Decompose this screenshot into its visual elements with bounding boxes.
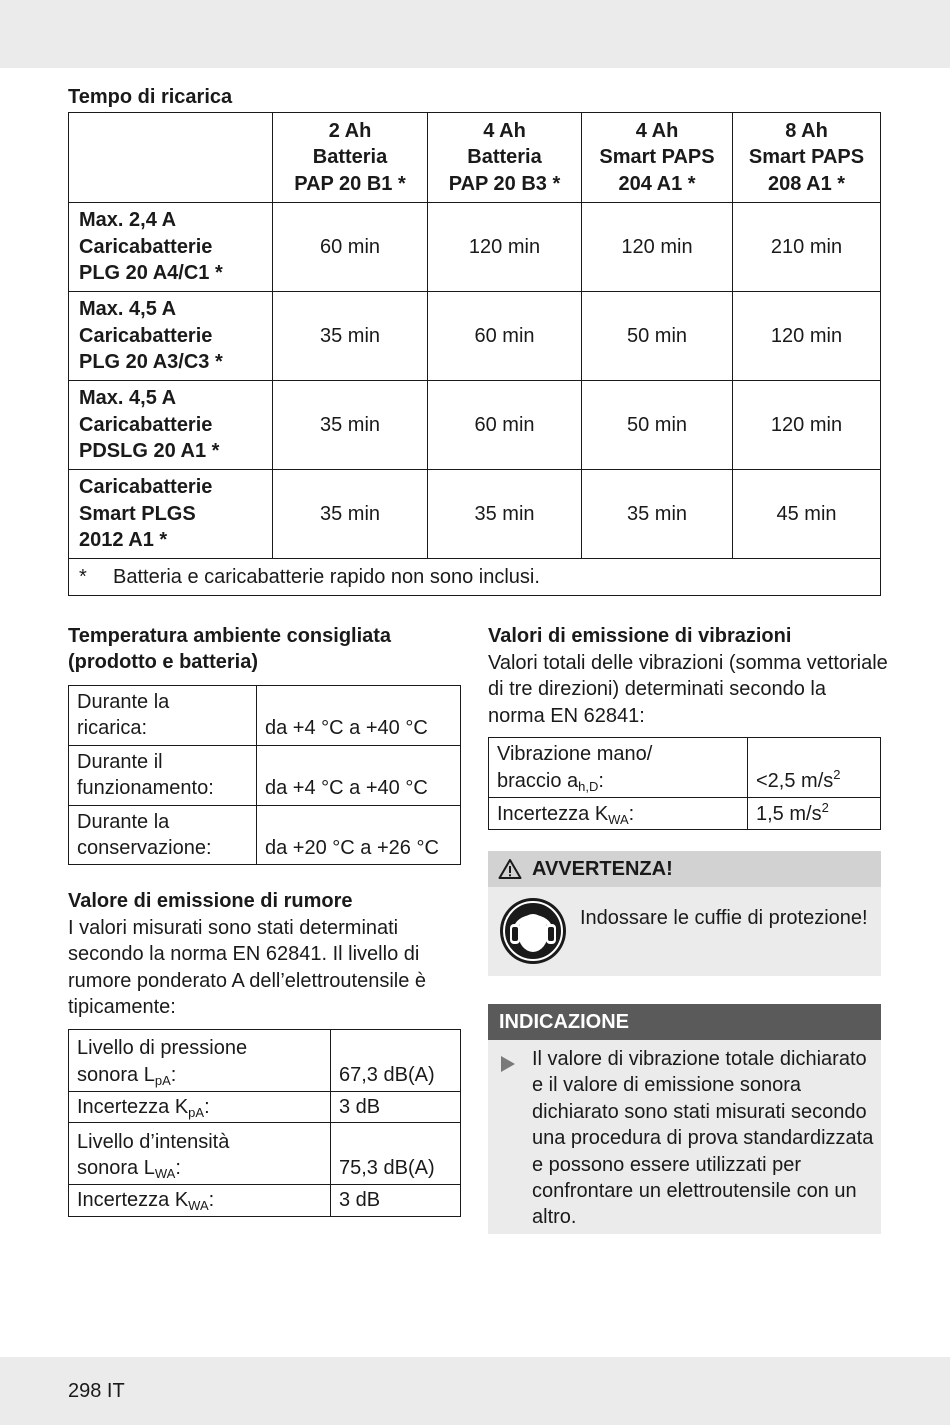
table-row (69, 745, 461, 805)
table-cell: <2,5 $m/s^2$ (748, 738, 881, 798)
table-row (69, 381, 881, 470)
table-cell: 35 min (273, 381, 428, 470)
column-header: 8 Ah Smart PAPS 208 A1 * (733, 113, 881, 203)
table-cell: 120 min (733, 292, 881, 381)
row-header: Max. 4,5 A Caricabatterie PDSLG 20 A1 * (69, 381, 273, 470)
table-cell: 45 min (733, 470, 881, 559)
table-row (69, 1185, 461, 1216)
table-cell: 35 min (582, 470, 733, 559)
table-row (69, 686, 461, 746)
table-row (69, 292, 881, 381)
temperature-title: Temperatura ambiente consigliata (prodotto e batteria) (68, 625, 392, 674)
table-cell: 35 min (273, 470, 428, 559)
table-row (489, 738, 881, 798)
header-band (0, 0, 950, 68)
table-row (69, 1030, 461, 1092)
vibration-table (488, 737, 881, 830)
ear-protection-icon (498, 896, 568, 966)
table-row (69, 470, 881, 559)
table-cell: 120 min (582, 203, 733, 292)
warning-text: Indossare le cuffie di protezione! (580, 907, 868, 929)
table-footnote: * Batteria e caricabatterie rapido non sono inclusi. (69, 559, 881, 596)
table-corner (69, 113, 273, 203)
table-row (69, 805, 461, 865)
warning-title: AVVERTENZA! (532, 857, 673, 880)
noise-title: Valore di emissione di rumore (68, 890, 353, 912)
table-row (69, 1123, 461, 1185)
note-text: Il valore di vibrazione totale dichiarato e il valore di emissione sonora dichiarato sono stati misurati secondo una procedura di prova standardizzata e possono essere utilizzati per confrontare un elettroutensile con un altro. (532, 1048, 874, 1229)
table-cell: Vibrazione mano/ braccio $a_{h,D}$: (489, 738, 748, 798)
table-cell: Durante la ricarica: (69, 686, 257, 746)
table-cell: Incertezza $K_{pA}$: (69, 1092, 331, 1123)
warning-header (488, 851, 881, 887)
table-cell: Incertezza $K_{WA}$: (489, 798, 748, 830)
warning-triangle-icon (498, 858, 522, 880)
table-cell: da +20 °C a +26 °C (257, 805, 461, 865)
column-header: 2 Ah Batteria PAP 20 B1 * (273, 113, 428, 203)
table-cell: 3 dB (331, 1092, 461, 1123)
table-row (489, 798, 881, 830)
row-header: Max. 2,4 A Caricabatterie PLG 20 A4/C1 * (69, 203, 273, 292)
table-cell: da +4 °C a +40 °C (257, 686, 461, 746)
table-cell: 120 min (733, 381, 881, 470)
warning-box (488, 851, 881, 976)
table-cell: 60 min (428, 292, 582, 381)
note-box (488, 1004, 881, 1234)
table-cell: 120 min (428, 203, 582, 292)
table-cell: Durante il funzionamento: (69, 745, 257, 805)
table-cell: 50 min (582, 381, 733, 470)
noise-description: I valori misurati sono stati determinati secondo la norma EN 62841. Il livello di rumore ponderato A dell’elettroutensile è tipicamente: (68, 917, 427, 1019)
row-header: Max. 4,5 A Caricabatterie PLG 20 A3/C3 * (69, 292, 273, 381)
table-cell: 3 dB (331, 1185, 461, 1216)
noise-table (68, 1029, 461, 1217)
table-cell: 60 min (428, 381, 582, 470)
table-cell: Durante la conservazione: (69, 805, 257, 865)
charging-table (68, 112, 881, 596)
table-cell: Livello di pressione sonora $L_{pA}$: (69, 1030, 331, 1092)
bullet-arrow-icon (501, 1056, 515, 1072)
table-cell: Incertezza $K_{WA}$: (69, 1185, 331, 1216)
vibration-title: Valori di emissione di vibrazioni (488, 625, 792, 647)
footer-band (0, 1357, 950, 1425)
note-header: INDICAZIONE (488, 1004, 881, 1040)
table-cell: 50 min (582, 292, 733, 381)
row-header: Caricabatterie Smart PLGS 2012 A1 * (69, 470, 273, 559)
table-cell: 35 min (273, 292, 428, 381)
table-cell: 75,3 dB(A) (331, 1123, 461, 1185)
column-header: 4 Ah Batteria PAP 20 B3 * (428, 113, 582, 203)
page-number: 298 IT (68, 1380, 125, 1402)
table-cell: 60 min (273, 203, 428, 292)
temperature-table (68, 685, 461, 865)
vibration-description: Valori totali delle vibrazioni (somma vettoriale di tre direzioni) determinati secondo la norma EN 62841: (488, 652, 888, 727)
table-cell: 35 min (428, 470, 582, 559)
column-header: 4 Ah Smart PAPS 204 A1 * (582, 113, 733, 203)
table-row (69, 1092, 461, 1123)
table-cell: 1,5 $m/s^2$ (748, 798, 881, 830)
table-cell: 67,3 dB(A) (331, 1030, 461, 1092)
table-row (69, 203, 881, 292)
table-cell: 210 min (733, 203, 881, 292)
table-cell: Livello d’intensità sonora $L_{WA}$: (69, 1123, 331, 1185)
table-cell: da +4 °C a +40 °C (257, 745, 461, 805)
charging-title: Tempo di ricarica (68, 86, 233, 108)
